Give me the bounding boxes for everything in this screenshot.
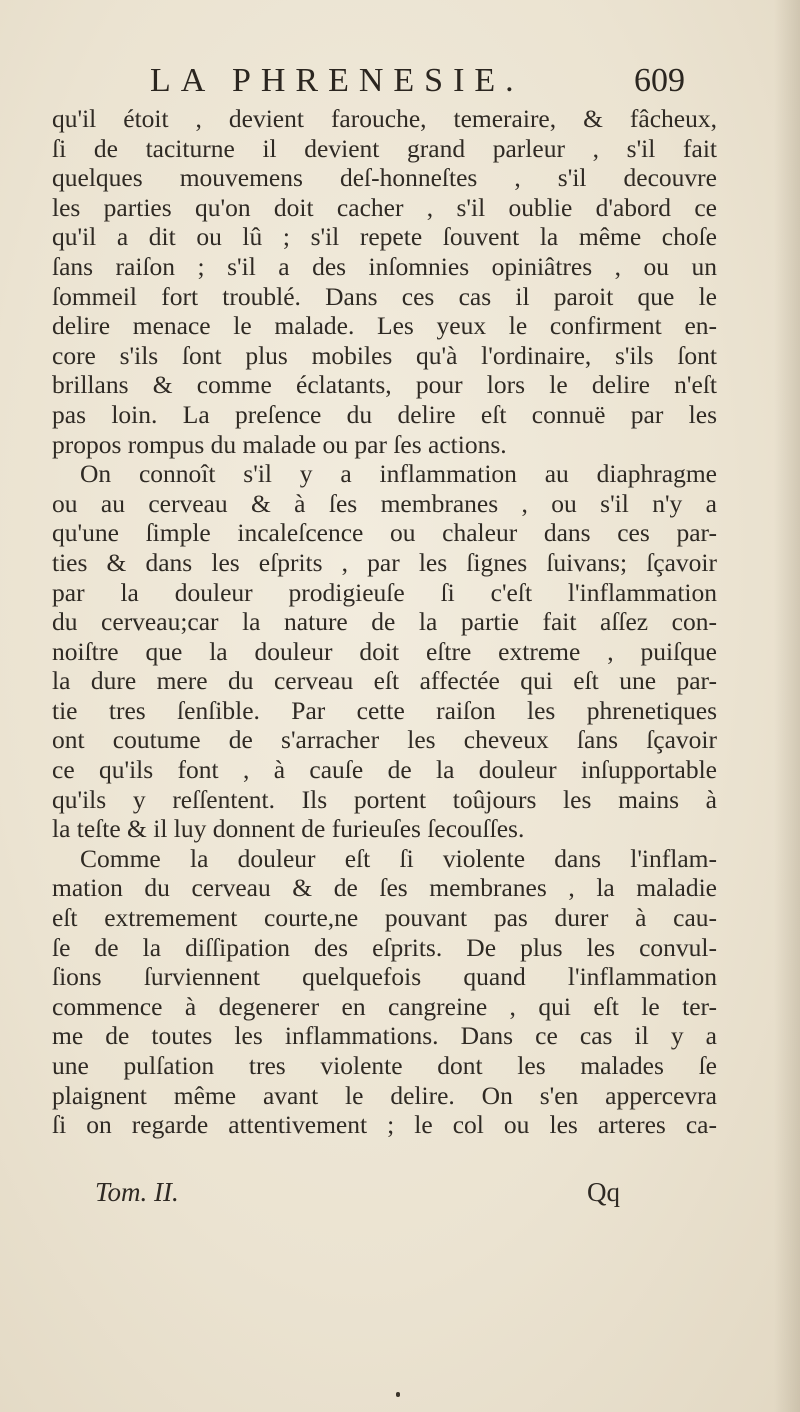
- text-line: ſans raiſon ; s'il a des inſomnies opiniâtres , ou un: [52, 251, 717, 281]
- text-line: ſommeil fort troublé. Dans ces cas il paroit que le: [52, 281, 717, 311]
- text-line: brillans & comme éclatants, pour lors le delire n'eſt: [52, 370, 717, 400]
- text-line: qu'une ſimple incaleſcence ou chaleur dans ces par-: [52, 518, 717, 548]
- text-line: plaignent même avant le delire. On s'en appercevra: [52, 1080, 717, 1110]
- text-line: qu'il a dit ou lû ; s'il repete ſouvent la même choſe: [52, 222, 717, 252]
- running-title: LA PHRENESIE.: [150, 62, 524, 99]
- text-line: quelques mouvemens deſ-honneſtes , s'il decouvre: [52, 163, 717, 193]
- text-line: ſe de la diſſipation des eſprits. De plus les convul-: [52, 932, 717, 962]
- body-text: [52, 104, 717, 1140]
- page-edge-shadow: [774, 0, 800, 1412]
- text-line: commence à degenerer en cangreine , qui eſt le ter-: [52, 991, 717, 1021]
- text-line: core s'ils ſont plus mobiles qu'à l'ordinaire, s'ils ſont: [52, 340, 717, 370]
- text-line: ties & dans les eſprits , par les ſignes ſuivans; ſçavoir: [52, 547, 717, 577]
- text-line: ce qu'ils font , à cauſe de la douleur inſupportable: [52, 755, 717, 785]
- text-line: ſi on regarde attentivement ; le col ou les arteres ca-: [52, 1110, 717, 1140]
- text-line: Comme la douleur eſt ſi violente dans l'inflam-: [80, 843, 717, 873]
- text-line: ſi de taciturne il devient grand parleur , s'il fait: [52, 133, 717, 163]
- text-line: ſions ſurviennent quelquefois quand l'inflammation: [52, 962, 717, 992]
- text-line: mation du cerveau & de ſes membranes , la maladie: [52, 873, 717, 903]
- text-line: une pulſation tres violente dont les malades ſe: [52, 1051, 717, 1080]
- text-line: par la douleur prodigieuſe ſi c'eſt l'inflammation: [52, 577, 717, 607]
- text-line: ont coutume de s'arracher les cheveux ſans ſçavoir: [52, 725, 717, 755]
- text-line: les parties qu'on doit cacher , s'il oublie d'abord ce: [52, 192, 717, 222]
- text-line: la teſte & il luy donnent de furieuſes ſecouſſes.: [52, 814, 525, 844]
- text-line: On connoît s'il y a inflammation au diaphragme: [80, 459, 717, 489]
- text-line: qu'il étoit , devient farouche, temeraire, & fâcheux,: [52, 104, 717, 133]
- page-header: [140, 62, 685, 106]
- text-line: noiſtre que la douleur doit eſtre extreme , puiſque: [52, 636, 717, 666]
- ink-speck: [396, 1392, 400, 1397]
- volume-mark: Tom. II.: [95, 1177, 179, 1207]
- text-line: pas loin. La preſence du delire eſt connuë par les: [52, 399, 717, 429]
- text-line: ou au cerveau & à ſes membranes , ou s'il n'y a: [52, 488, 717, 518]
- page-footer: [95, 1177, 620, 1213]
- text-line: propos rompus du malade ou par ſes actions.: [52, 429, 507, 459]
- text-line: eſt extremement courte,ne pouvant pas durer à cau-: [52, 903, 717, 933]
- text-line: tie tres ſenſible. Par cette raiſon les phrenetiques: [52, 695, 717, 725]
- text-line: me de toutes les inflammations. Dans ce cas il y a: [52, 1021, 717, 1051]
- signature-mark: Qq: [587, 1177, 620, 1207]
- text-line: la dure mere du cerveau eſt affectée qui eſt une par-: [52, 666, 717, 696]
- text-line: qu'ils y reſſentent. Ils portent toûjours les mains à: [52, 784, 717, 814]
- page-number: 609: [634, 62, 685, 99]
- text-line: delire menace le malade. Les yeux le confirment en-: [52, 311, 717, 341]
- text-line: du cerveau;car la nature de la partie fait aſſez con-: [52, 607, 717, 637]
